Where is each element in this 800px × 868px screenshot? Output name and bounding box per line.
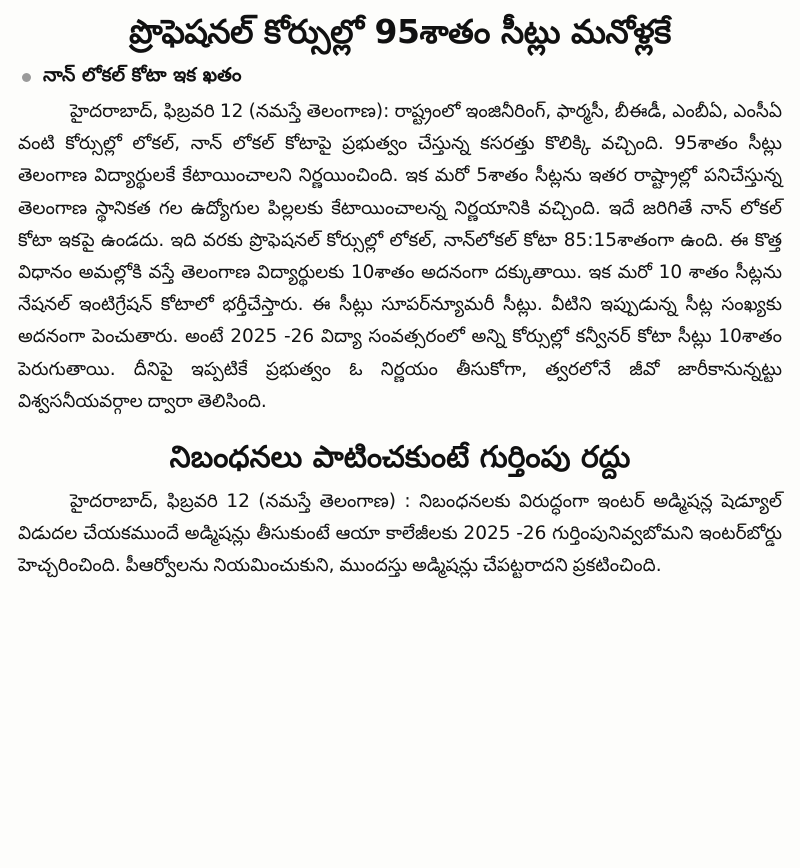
subheading: నాన్ లోకల్ కోటా ఇక ఖతం	[43, 63, 242, 86]
headline: నిబంధనలు పాటించకుంటే గుర్తింపు రద్దు	[169, 440, 631, 476]
subheading-row	[18, 58, 782, 96]
bullet-icon	[22, 73, 31, 82]
article-body: హైదరాబాద్, ఫిబ్రవరి 12 (నమస్తే తెలంగాణ): రాష్ట్రంలో ఇంజినీరింగ్, ఫార్మసీ, బీఈడీ, ఎంబీఏ, ఎంసీఏ వంటి కోర్సుల్లో లోకల్, నాన్ లోకల్ కోటాపై ప్రభుత్వం చేస్తున్న కసరత్తు కొలిక్కి వచ్చింది. 95శాతం సీట్లు తెలంగాణ విద్యార్థులకే కేటాయించాలని నిర్ణయించింది. ఇక మరో 5శాతం సీట్లను ఇతర రాష్ట్రాల్లో పనిచేస్తున్న తెలంగాణ స్థానికత గల ఉద్యోగుల పిల్లలకు కేటాయించాలన్న నిర్ణయానికి వచ్చింది. ఇదే జరిగితే నాన్ లోకల్ కోటా ఇకపై ఉండదు. ఇది వరకు ప్రొఫెషనల్ కోర్సుల్లో లోకల్, నాన్‌లోకల్ కోటా 85:15శాతంగా ఉంది. ఈ కొత్త విధానం అమల్లోకి వస్తే తెలంగాణ విద్యార్థులకు 10శాతం అదనంగా దక్కుతాయి. ఇక మరో 10 శాతం సీట్లను నేషనల్ ఇంటిగ్రేషన్ కోటాలో భర్తీచేస్తారు. ఈ సీట్లు సూపర్‌న్యూమరీ సీట్లు. వీటిని ఇప్పుడున్న సీట్ల సంఖ్యకు అదనంగా పెంచుతారు. అంటే 2025 -26 విద్యా సంవత్సరంలో అన్ని కోర్సుల్లో కన్వీనర్ కోటా సీట్లు 10శాతం పెరుగుతాయి. దీనిపై ఇప్పటికే ప్రభుత్వం ఓ నిర్ణయం తీసుకోగా, త్వరలోనే జీవో జారీకానున్నట్టు విశ్వసనీయవర్గాల ద్వారా తెలిసింది.	[18, 101, 782, 412]
article-body: హైదరాబాద్, ఫిబ్రవరి 12 (నమస్తే తెలంగాణ) : నిబంధనలకు విరుద్ధంగా ఇంటర్ అడ్మిషన్ల షెడ్యూల్ విడుదల చేయకముందే అడ్మిషన్లు తీసుకుంటే ఆయా కాలేజీలకు 2025 -26 గుర్తింపునివ్వబోమని ఇంటర్‌బోర్డు హెచ్చరించింది. పీఆర్వోలను నియమించుకుని, ముందస్తు అడ్మిషన్లు చేపట్టరాదని ప్రకటించింది.	[18, 491, 782, 577]
article-professional-courses	[18, 0, 782, 418]
article-recognition-cancel	[18, 420, 782, 583]
headline: ప్రొఫెషనల్ కోర్సుల్లో 95శాతం సీట్లు మనోళ్లకే	[129, 12, 671, 51]
